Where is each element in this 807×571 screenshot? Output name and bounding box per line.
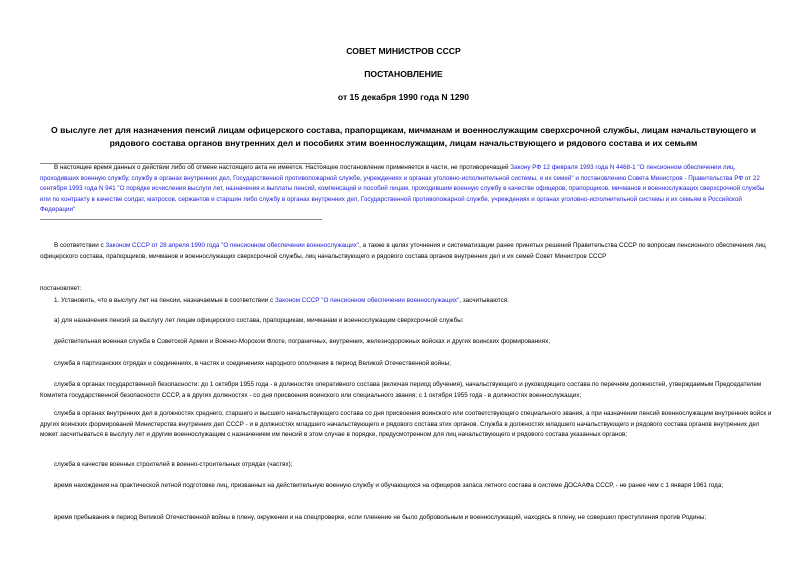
clause-military-builders: служба в качестве военных строителей в военно-строительных отрядах (частях); — [54, 461, 293, 468]
doc-type-heading: ПОСТАНОВЛЕНИЕ — [364, 69, 443, 79]
status-note-mid: и — [573, 174, 581, 182]
clause-captivity: время пребывания в период Великой Отечественной войны в плену, окружении и на спецпроверке, если пленение не было добровольным и военнослужащий, находясь в плену, не совершил преступления против Родины; — [54, 514, 707, 521]
date-number-heading: от 15 декабря 1990 года N 1290 — [337, 92, 470, 102]
note-bottom-divider — [40, 219, 322, 220]
preamble-paragraph — [40, 241, 772, 262]
preamble-rest: , а также в целях уточнения и систематизации ранее принятых решений Правительства СССР по вопросам пенсионного обеспечения лиц офицерского состава, прапорщиков, мичманов и военнослужащих сверхсрочной службы, лиц начальствующего и рядового состава органов внутренних дел и их семей Совет Министров СССР — [40, 242, 766, 260]
clause-a: а) для назначения пенсий за выслугу лет лицам офицерского состава, прапорщикам, мичманам и военнослужащим сверхсрочной службы: — [54, 317, 464, 324]
item-1-paragraph — [40, 296, 772, 307]
ussr-law-1990-link[interactable]: Законом СССР от 28 апреля 1990 года "О пенсионном обеспечении военнослужащих" — [105, 242, 360, 249]
ussr-pension-law-link[interactable]: Законом СССР "О пенсионном обеспечении военнослужащих" — [274, 297, 460, 304]
preamble-lead: В соответствии с — [54, 242, 106, 249]
clause-military-service: действительная военная служба в Советской Армии и Военно-Морском Флоте, пограничных, внутренних, железнодорожных войсках и других воинских формированиях; — [54, 338, 550, 345]
item-1-lead: 1. Установить, что в выслугу лет на пенсии, назначаемые в соответствии с — [54, 297, 275, 304]
law-4468-1-link[interactable]: Закону РФ 12 февраля 1993 года N 4468-1 "О пенсионном обеспечении лиц, проходивших военную службу, службу в органах внутренних дел, Государственной противопожарной службе, учреждениях и органах уголовно-исполнительной системы, и их семей" — [40, 164, 736, 182]
status-note-lead: В настоящее время данных о действии либо об отмене настоящего акта не имеется. Настоящее постановление применяется в части, не противоречащей — [54, 164, 511, 171]
item-1-rest: , засчитываются: — [459, 297, 509, 304]
decree-word: постановляет: — [40, 285, 82, 292]
clause-state-security: служба в органах государственной безопасности: до 1 октября 1955 года - в должностях оперативного состава (включая период обучения), начальствующего и руководящего состава по перечням должностей, утверждаемым Председателем Комитета государственной безопасности СССР, а в других должностях - со дня присвоения воинского или специального звания; с 1 октября 1955 года - в должностях военнослужащих; — [40, 381, 762, 399]
document-title: О выслуге лет для назначения пенсий лицам офицерского состава, прапорщикам, мичманам и военнослужащим сверхсрочной службы, лицам начальствующего и рядового состава органов внутренних дел и пособиях этим военнослужащим, лицам начальствующего и рядового состава и их семьям — [51, 125, 756, 148]
clause-partisan-service: служба в партизанских отрядах и соединениях, в частях и соединениях народного ополчения в период Великой Отечественной войны; — [54, 360, 451, 367]
resolution-941-link[interactable]: постановлению Совета Министров - Правительства РФ от 22 сентября 1993 года N 941 "О порядке исчисления выслуги лет, назначения и выплаты пенсий, компенсаций и пособий лицам, проходившим военную службу в качестве офицеров, прапорщиков, мичманов и военнослужащих сверхсрочной службы или по контракту в качестве солдат, матросов, сержантов и старшин либо службу в органах внутренних дел, Государственной противопожарной службе, учреждениях и органах уголовно-исполнительной системы и их семьям в Российской Федерации" — [40, 174, 765, 213]
clause-internal-affairs: служба в органах внутренних дел в должностях среднего, старшего и высшего начальствующего состава со дня присвоения воинского или соответствующего специального звания, а при назначении пенсий военнослужащим внутренних войск и других воинских формирований Министерства внутренних дел СССР - и в должностях младшего начальствующего и рядового состава этих органов. Служба в должностях младшего начальствующего и рядового состава органов внутренних дел может засчитываться в выслугу лет и другим военнослужащим с назначением им пенсий в этом случае в порядке, предусмотренном для лиц начальствующего и рядового состава указанных органов; — [40, 410, 772, 438]
status-note — [40, 163, 772, 216]
council-heading: СОВЕТ МИНИСТРОВ СССР — [346, 46, 461, 56]
clause-flight-training: время нахождения на практической летной подготовке лиц, призванных на действительную военную службу и обучающихся на офицеров запаса летного состава в системе ДОСААФа СССР, - не ранее чем с 1 января 1961 года; — [54, 482, 724, 489]
